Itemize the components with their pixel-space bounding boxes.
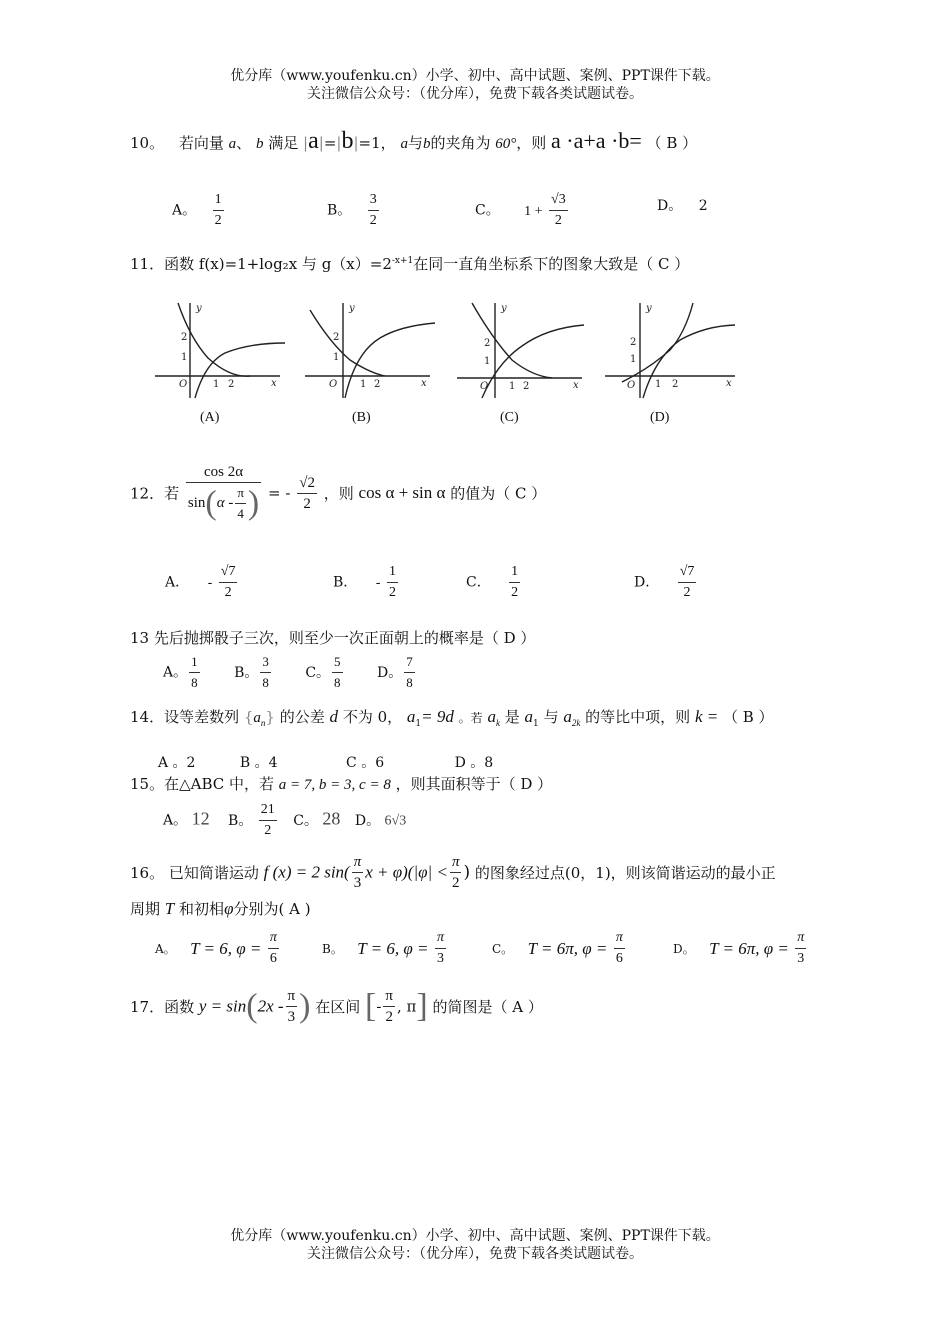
option-sign: -: [207, 574, 213, 591]
frac-num: π: [795, 928, 806, 949]
option-sign: -: [375, 574, 381, 591]
option-label: B。: [234, 664, 259, 681]
q10-vec-b: b: [255, 136, 264, 152]
option-value: 12: [191, 808, 210, 829]
q16-pi3: [352, 852, 364, 893]
fraction: [268, 928, 279, 969]
frac-num: π: [268, 928, 279, 949]
option-label: B。: [228, 812, 253, 829]
frac-num: π: [383, 986, 395, 1007]
frac-den: 2: [554, 213, 562, 228]
q10-answer: （ B ）: [646, 134, 698, 152]
q17-arg: 2x -: [257, 996, 284, 1016]
fraction: [219, 562, 238, 603]
curve-log: [482, 325, 584, 398]
q10-eq: =: [323, 134, 337, 152]
frac-den: 2: [214, 213, 222, 228]
fraction: [260, 652, 271, 693]
q10-text-5: 的夹角为: [430, 134, 491, 152]
q14-a1-sub: 1: [533, 719, 539, 729]
frac-den: 2: [264, 823, 272, 838]
q14-seq: a: [253, 710, 261, 726]
question-16: [130, 852, 776, 893]
option-label: C。: [293, 812, 318, 829]
q12-pi4: [235, 483, 246, 524]
origin-label: O: [627, 380, 636, 391]
fraction: [189, 652, 200, 693]
q11-text-2: 在同一直角坐标系下的图象大致是（ C ）: [413, 255, 690, 273]
q16-f2: x + φ)(|φ| <: [365, 862, 448, 882]
footer-line-2: 关注微信公众号：（优分库），免费下载各类试题试卷。: [307, 1246, 643, 1262]
question-12: [130, 462, 546, 524]
frac-den: 3: [436, 951, 444, 966]
q16-f: f (x) = 2 sin(: [263, 862, 350, 882]
q15-cond: a = 7, b = 3, c = 8: [278, 777, 391, 793]
frac-num: π: [614, 928, 625, 949]
q16-text-4: 和初相: [179, 900, 225, 918]
tick-x-1: 1: [360, 379, 367, 390]
axis-y-label: y: [196, 303, 202, 314]
q17-int-right: , π: [397, 997, 417, 1016]
q15-text-1: 15。在△ABC 中，若: [130, 775, 275, 793]
option-label: A。: [163, 664, 188, 681]
fraction: [614, 928, 625, 969]
option-value: 2: [698, 198, 708, 214]
q17-pi3: [286, 986, 298, 1027]
q10-text-2: 满足: [268, 134, 299, 152]
q10-abs-b: b: [341, 128, 354, 154]
q14-d: d: [329, 707, 339, 726]
origin-label: O: [329, 379, 338, 390]
frac-den: 2: [451, 875, 460, 891]
option-prefix: T = 6, φ =: [357, 938, 429, 958]
question-17: 17．函数 y = sin(2x - $\frac{\pi}{3}$ ) 在区间 [- $\frac{\pi}{2}$ , π] 的简图是（ A ）: [130, 987, 543, 1025]
q16-T: T: [164, 899, 175, 918]
q10-option-a: [172, 190, 226, 231]
axis-y-label: y: [349, 303, 355, 314]
frac-num: 1: [213, 190, 224, 211]
q17-text-1: 17．函数: [130, 998, 195, 1016]
frac-num: 1: [387, 562, 398, 583]
option-c: C 。6: [346, 755, 385, 771]
q16-pi2: [450, 852, 462, 893]
q12-option-c: [466, 562, 522, 603]
frac-den: 2: [388, 585, 396, 600]
option-label: D。: [657, 198, 683, 214]
frac-num: π: [352, 852, 364, 873]
frac-den: 6: [269, 951, 277, 966]
axis-x-label: x: [271, 378, 277, 389]
q14-a1: a: [524, 707, 534, 726]
axis-y-label: y: [646, 303, 652, 314]
fraction: [435, 928, 446, 969]
option-label: D。: [354, 812, 381, 829]
frac-num: π: [235, 483, 246, 504]
option-label: B。: [322, 942, 343, 956]
q14-text-3: 不为 0，: [342, 708, 403, 726]
tick-y-1: 1: [484, 356, 491, 367]
q12-eq: = -: [268, 484, 291, 502]
q10-option-b: [327, 190, 381, 231]
q12-sin: sin: [187, 494, 206, 511]
q11-sup: -x+1: [391, 256, 414, 266]
q17-pi2: [383, 986, 395, 1027]
graph-c-label: (C): [500, 410, 519, 425]
q12-text-3: 的值为（ C ）: [450, 484, 547, 503]
q12-text-2: ，则: [323, 484, 354, 503]
tick-x-1: 1: [655, 379, 662, 390]
question-10: 10。 若向量 a、 b 满足 |a|=|b|=1， a与b的夹角为 60°，则 a ·a+a ·b= （ B ）: [130, 128, 698, 154]
curve-log: [195, 343, 285, 398]
frac-den: sin(α - $\frac{\pi}{4}$ ): [186, 483, 261, 524]
frac-den: 2: [385, 1009, 393, 1025]
option-label: C。: [475, 202, 500, 219]
frac-num: [186, 462, 261, 483]
frac-den: 4: [237, 506, 244, 521]
tick-x-2: 2: [374, 379, 381, 390]
q12-option-d: [634, 562, 698, 603]
q10-vec-a-2: a: [400, 136, 408, 152]
origin-label: O: [480, 381, 489, 392]
header-line-1: 优分库（www.youfenku.cn）小学、初中、高中试题、案例、PPT课件下载。: [230, 68, 720, 84]
question-11: [130, 253, 689, 274]
tick-x-2: 2: [523, 381, 530, 392]
curve-exp: [178, 303, 250, 376]
q10-num: 10。: [130, 134, 165, 152]
q16-option-c: [492, 928, 627, 969]
q16-text-3: 周期: [130, 900, 161, 918]
frac-den: 2: [303, 495, 311, 512]
graph-d: [600, 298, 740, 438]
q12-option-a: [165, 562, 239, 603]
footer-line-1: 优分库（www.youfenku.cn）小学、初中、高中试题、案例、PPT课件下载。: [230, 1228, 720, 1244]
frac-den: 2: [683, 585, 691, 600]
frac-den: 8: [262, 675, 269, 690]
q10-text: 若向量: [178, 134, 224, 152]
q14-cond-sub: 1: [415, 719, 422, 729]
q10-option-d: [657, 195, 708, 215]
q10-text-3: =1，: [358, 134, 396, 152]
axis-x-label: x: [573, 380, 579, 391]
q17-int-left: -: [376, 997, 382, 1016]
q14-text-5: 是: [504, 708, 520, 726]
tick-y-2: 2: [333, 332, 340, 343]
q14-options: [158, 752, 493, 772]
graph-b-label: (B): [352, 410, 371, 425]
question-15: [130, 773, 552, 794]
tick-y-1: 1: [630, 354, 637, 365]
frac-den: 8: [406, 675, 413, 690]
option-prefix: T = 6π, φ =: [527, 938, 608, 958]
frac-num: 3: [260, 652, 271, 673]
graph-a: [150, 298, 290, 438]
q14-seq-sub: n: [260, 718, 266, 728]
option-b: B 。4: [239, 755, 278, 771]
frac-den: 8: [191, 675, 198, 690]
frac-num: π: [286, 986, 298, 1007]
q16-text-2: 的图象经过点(0，1)，则该简谐运动的最小正: [474, 864, 776, 882]
q15-options: [163, 800, 406, 841]
frac-num: π: [435, 928, 446, 949]
option-prefix: T = 6π, φ =: [709, 938, 789, 958]
frac-den: 3: [287, 1009, 296, 1025]
option-label: D。: [673, 942, 695, 956]
q10-angle: 60°: [495, 136, 517, 152]
frac-num: √7: [219, 562, 238, 583]
q14-text-1: 14．设等差数列: [130, 708, 240, 726]
fraction: [259, 800, 277, 841]
tick-y-1: 1: [181, 352, 188, 363]
q16-text-5: 分别为( A ): [233, 900, 311, 918]
option-prefix: 1 +: [524, 203, 543, 219]
q16-option-b: [322, 928, 448, 969]
option-label: A。: [163, 812, 188, 829]
q12-lhs: [186, 462, 261, 524]
origin-label: O: [179, 379, 188, 390]
q12-expr: cos α + sin α: [358, 483, 446, 502]
question-16-line-2: [130, 898, 311, 919]
option-value: 28: [322, 808, 341, 829]
q14-ak: a: [487, 707, 496, 726]
option-label: A．: [165, 574, 190, 591]
q14-k: k =: [694, 707, 719, 726]
q14-a2k: a: [563, 707, 572, 726]
option-label: B．: [333, 574, 358, 591]
tick-x-2: 2: [672, 379, 679, 390]
frac-den: 2: [369, 213, 377, 228]
q10-vec-b-2: b: [422, 136, 431, 152]
frac-den: 6: [615, 951, 623, 966]
q16-phi: φ: [224, 899, 234, 918]
q10-text-4: 与: [407, 134, 423, 152]
q16-option-d: [673, 928, 808, 969]
q16-option-a: [155, 928, 281, 969]
graph-d-label: (D): [650, 410, 670, 425]
frac-num: 1: [189, 652, 200, 673]
option-prefix: T = 6, φ =: [190, 938, 262, 958]
frac-den: 2: [511, 585, 519, 600]
q10-sep: 、: [236, 134, 252, 152]
graph-a-label: (A): [200, 410, 220, 425]
q14-text-4: 。若: [458, 711, 483, 725]
q10-option-c: [475, 190, 570, 231]
q16-f3: ): [463, 862, 471, 883]
fraction: [332, 652, 343, 693]
graph-c: [452, 298, 592, 438]
option-label: C。: [492, 942, 514, 956]
option-label: A。: [155, 942, 176, 956]
fraction: [678, 562, 697, 603]
question-13: 13 先后抛掷骰子三次，则至少一次正面朝上的概率是（ D ）: [130, 629, 536, 647]
q14-answer: （ B ）: [723, 708, 774, 726]
frac-num: 21: [259, 800, 277, 821]
q10-vec-a: a: [228, 136, 237, 152]
frac-den: 3: [797, 951, 805, 966]
fraction: [795, 928, 806, 969]
header-line-2: 关注微信公众号：（优分库），免费下载各类试题试卷。: [307, 86, 643, 102]
q14-text-6: 与: [543, 708, 559, 726]
option-label: A。: [172, 202, 197, 219]
q14-cond-2: = 9d: [421, 707, 454, 726]
fraction: [213, 190, 224, 231]
frac-num: 3: [368, 190, 379, 211]
frac-num: √3: [549, 190, 568, 211]
frac-den: 8: [334, 675, 341, 690]
fraction: [368, 190, 379, 231]
option-label: D．: [634, 574, 660, 591]
tick-y-1: 1: [333, 352, 340, 363]
q17-text-2: 在区间: [315, 998, 361, 1016]
tick-x-1: 1: [213, 379, 220, 390]
fraction: [387, 562, 398, 603]
q15-text-2: ，则其面积等于（ D ）: [395, 775, 553, 793]
tick-x-2: 2: [228, 379, 235, 390]
q13-options: [163, 652, 417, 693]
option-a: A 。2: [158, 755, 196, 771]
frac-den: 3: [353, 875, 362, 891]
q12-num: 12．若: [130, 484, 180, 503]
frac-num: √2: [297, 473, 317, 494]
q14-cond: a: [406, 707, 416, 726]
frac-num: π: [450, 852, 462, 873]
tick-y-2: 2: [630, 337, 637, 348]
q16-text-1: 16。 已知简谐运动: [130, 864, 259, 882]
tick-y-2: 2: [181, 332, 188, 343]
axis-y-label: y: [501, 303, 507, 314]
q14-a2k-sub: 2k: [571, 718, 581, 728]
q12-den-arg: α -: [216, 494, 234, 511]
q12-rhs: [297, 473, 317, 514]
option-label: D。: [377, 664, 403, 681]
frac-num: 1: [509, 562, 520, 583]
frac-num: 5: [332, 652, 343, 673]
option-d: D 。8: [454, 755, 494, 771]
fraction: [404, 652, 415, 693]
q17-text-3: 的简图是（ A ）: [432, 998, 543, 1016]
q10-expr: a ·a+a ·b=: [551, 128, 642, 153]
frac-den: 2: [224, 585, 232, 600]
q17-y: y = sin: [198, 996, 247, 1016]
q14-text-7: 的等比中项，则: [585, 708, 691, 726]
option-value: 6√3: [384, 813, 407, 829]
option-label: C。: [305, 664, 331, 681]
q10-abs-a: a: [308, 128, 319, 154]
frac-num: √7: [678, 562, 697, 583]
option-label: C．: [466, 574, 491, 591]
axis-x-label: x: [726, 378, 732, 389]
axis-x-label: x: [421, 378, 427, 389]
tick-y-2: 2: [484, 338, 491, 349]
q11-text: 11．函数 f(x)=1+log₂x 与 g（x）=2: [130, 255, 392, 273]
q10-text-6: ，则: [516, 134, 547, 152]
option-label: B。: [327, 202, 352, 219]
fraction: [549, 190, 568, 231]
fraction: [509, 562, 520, 603]
q14-text-2: 的公差: [279, 708, 325, 726]
q12-option-b: [333, 562, 400, 603]
tick-x-1: 1: [509, 381, 516, 392]
q12-lhs-num: cos 2α: [204, 464, 244, 480]
question-14: 14．设等差数列 $\{a_n\}$ 的公差 d 不为 0， $a_1= 9d$ 。若 $a_k$ 是 $a_1$ 与 $a_{2k}$ 的等比中项，则 k = （ B ）: [130, 707, 774, 729]
q14-ak-sub: k: [495, 718, 500, 728]
frac-num: 7: [404, 652, 415, 673]
